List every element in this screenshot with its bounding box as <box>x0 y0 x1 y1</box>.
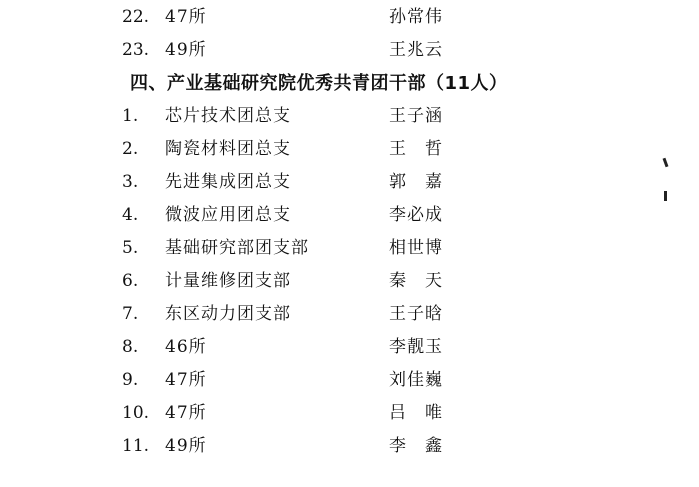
list-item <box>0 1 699 34</box>
list-item <box>0 34 699 67</box>
item-unit: 先进集成团总支 <box>165 172 291 192</box>
item-number: 1. <box>122 106 139 126</box>
list-item <box>0 265 699 298</box>
list-item <box>0 298 699 331</box>
item-unit: 芯片技术团总支 <box>165 106 291 126</box>
item-person: 刘佳巍 <box>389 370 443 390</box>
item-unit: 微波应用团总支 <box>165 205 291 225</box>
item-person: 王子晗 <box>389 304 443 324</box>
list-item <box>0 397 699 430</box>
item-number: 10. <box>122 403 150 423</box>
item-person: 相世博 <box>389 238 443 258</box>
item-unit: 陶瓷材料团总支 <box>165 139 291 159</box>
list-item <box>0 100 699 133</box>
item-number: 3. <box>122 172 139 192</box>
list-item <box>0 199 699 232</box>
section-heading: 四、产业基础研究院优秀共青团干部（11人） <box>130 73 508 94</box>
scan-mark <box>664 191 667 201</box>
item-person: 吕 唯 <box>389 403 443 423</box>
list-item <box>0 166 699 199</box>
item-number: 11. <box>122 436 150 456</box>
item-unit: 47所 <box>165 7 207 27</box>
item-number: 9. <box>122 370 139 390</box>
list-item <box>0 364 699 397</box>
item-person: 郭 嘉 <box>389 172 443 192</box>
item-unit: 计量维修团支部 <box>165 271 291 291</box>
item-unit: 49所 <box>165 436 207 456</box>
item-number: 22. <box>122 7 150 27</box>
item-unit: 47所 <box>165 370 207 390</box>
item-number: 6. <box>122 271 139 291</box>
list-item <box>0 430 699 463</box>
item-person: 王 哲 <box>389 139 443 159</box>
item-person: 李必成 <box>389 205 443 225</box>
item-number: 8. <box>122 337 139 357</box>
item-person: 王兆云 <box>389 40 443 60</box>
item-unit: 东区动力团支部 <box>165 304 291 324</box>
item-unit: 46所 <box>165 337 207 357</box>
item-person: 秦 天 <box>389 271 443 291</box>
item-person: 孙常伟 <box>389 7 443 27</box>
item-number: 5. <box>122 238 139 258</box>
list-item <box>0 232 699 265</box>
item-number: 7. <box>122 304 139 324</box>
item-person: 李靓玉 <box>389 337 443 357</box>
item-number: 2. <box>122 139 139 159</box>
item-unit: 49所 <box>165 40 207 60</box>
item-person: 李 鑫 <box>389 436 443 456</box>
item-number: 4. <box>122 205 139 225</box>
item-unit: 47所 <box>165 403 207 423</box>
item-unit: 基础研究部团支部 <box>165 238 309 258</box>
item-person: 王子涵 <box>389 106 443 126</box>
list-item <box>0 133 699 166</box>
item-number: 23. <box>122 40 150 60</box>
list-item <box>0 331 699 364</box>
